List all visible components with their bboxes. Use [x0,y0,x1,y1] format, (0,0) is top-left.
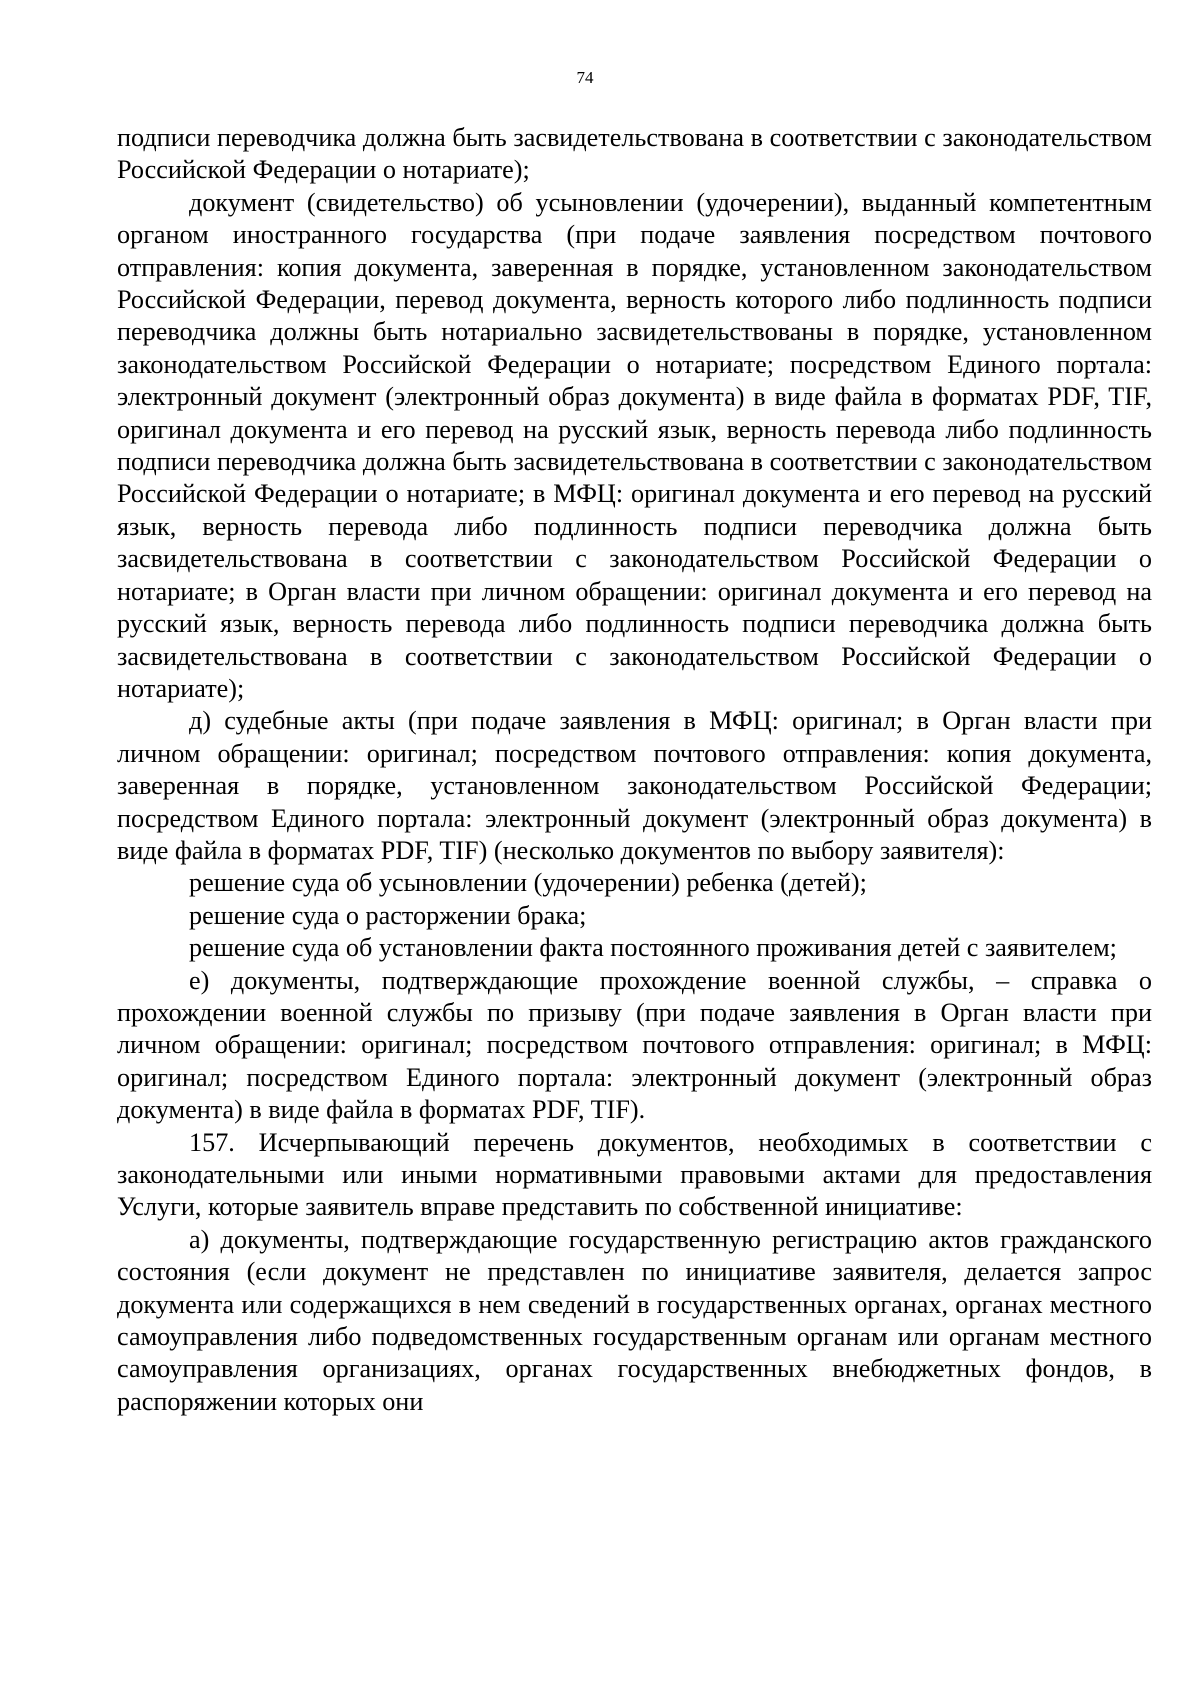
paragraph-court-decision-residence: решение суда об установлении факта постоянного проживания детей с заявителем; [189,933,1117,963]
paragraph-court-decision-adoption: решение суда об усыновлении (удочерении) ребенка (детей); [189,868,867,898]
paragraph-court-decision-divorce: решение суда о расторжении брака; [189,900,587,930]
paragraph-civil-registration: а) документы, подтверждающие государственную регистрацию актов гражданского состояния (если документ не представлен по инициативе заявителя, делается запрос документа или содержащихся в нем сведений в государственных органах, органах местного самоуправления либо подведомственных государственным органам или органам местного самоуправления организациях, органах государственных внебюджетных фондов, в распоряжении которых они [117,1224,1152,1416]
paragraph-item-157: 157. Исчерпывающий перечень документов, необходимых в соответствии с законодательными или иными нормативными правовыми актами для предоставления Услуги, которые заявитель вправе представить по собственной инициативе: [117,1127,1152,1222]
paragraph-adoption-certificate: документ (свидетельство) об усыновлении (удочерении), выданный компетентным органом иностранного государства (при подаче заявления посредством почтового отправления: копия документа, заверенная в порядке, установленном законодательством Российской Федерации, перевод документа, верность которого либо подлинность подписи переводчика должны быть нотариально засвидетельствованы в порядке, установленном законодательством Российской Федерации о нотариате; посредством Единого портала: электронный документ (электронный образ документа) в виде файла в форматах PDF, TIF, оригинал документа и его перевод на русский язык, верность перевода либо подлинность подписи переводчика должна быть засвидетельствована в соответствии с законодательством Российской Федерации о нотариате; в МФЦ: оригинал документа и его перевод на русский язык, верность перевода либо подлинность подписи переводчика должна быть засвидетельствована в соответствии с законодательством Российской Федерации о нотариате; в Орган власти при личном обращении: оригинал документа и его перевод на русский язык, верность перевода либо подлинность подписи переводчика должна быть засвидетельствована в соответствии с законодательством Российской Федерации о нотариате); [117,187,1152,703]
paragraph-military-service: е) документы, подтверждающие прохождение военной службы, – справка о прохождении военной службы по призыву (при подаче заявления в Орган власти при личном обращении: оригинал; посредством почтового отправления: оригинал; в МФЦ: оригинал; посредством Единого портала: электронный документ (электронный образ документа) в виде файла в форматах PDF, TIF). [117,965,1152,1125]
document-body [117,122,1152,1418]
paragraph-continuation: подписи переводчика должна быть засвидетельствована в соответствии с законодательством Российской Федерации о нотариате); [117,123,1152,185]
page-number: 74 [576,68,594,87]
paragraph-court-acts: д) судебные акты (при подаче заявления в МФЦ: оригинал; в Орган власти при личном обращении: оригинал; посредством почтового отправления: копия документа, заверенная в порядке, установленном законодательством Российской Федерации; посредством Единого портала: электронный документ (электронный образ документа) в виде файла в форматах PDF, TIF) (несколько документов по выбору заявителя): [117,706,1152,865]
